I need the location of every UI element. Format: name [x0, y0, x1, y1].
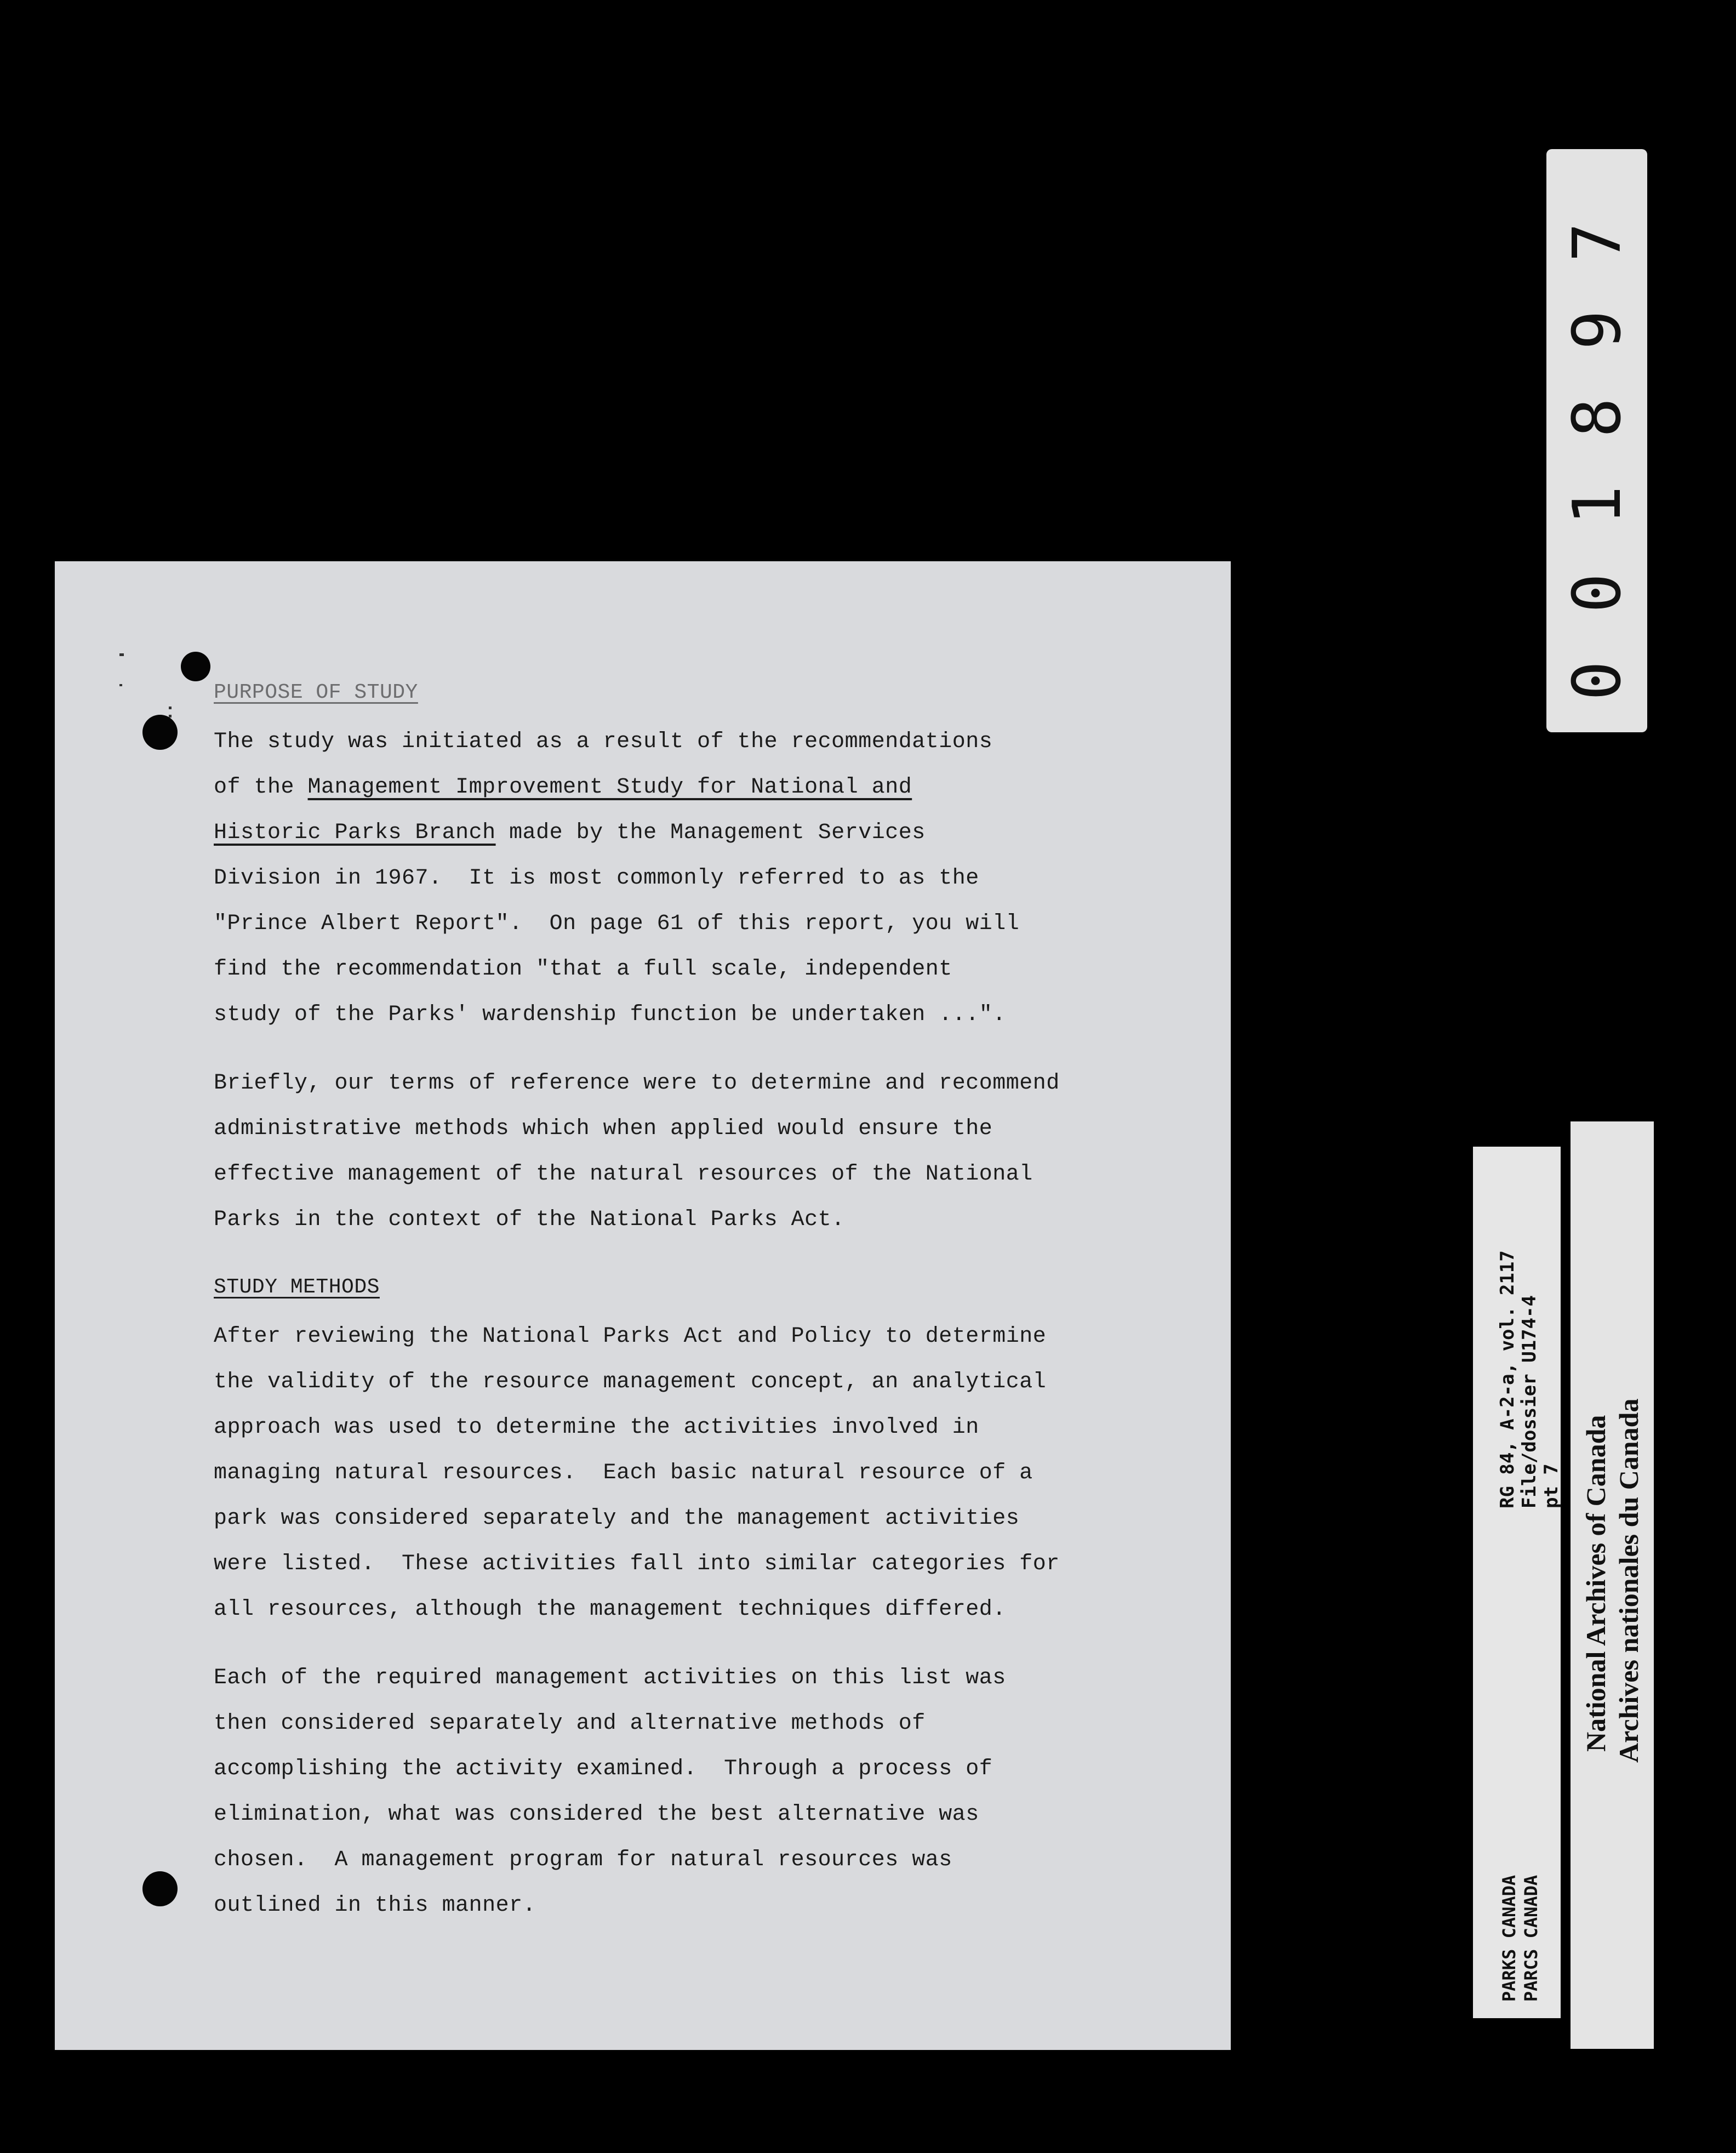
punch-hole-top [142, 715, 178, 750]
paragraph-purpose-2: Briefly, our terms of reference were to determine and recommend administrative methods which when applied would ensure the effective management of the natural resources of the National Parks in the context of the National Parks Act. [214, 1071, 1060, 1232]
paragraph-methods-2: Each of the required management activities on this list was then considered separately and alternative methods of accomplishing the activity examined. Through a process of elimination, what was considered the best alternative was chosen. A management program for natural resources was outlined in this manner. [214, 1666, 1006, 1918]
paper-mark [169, 715, 172, 717]
archival-reference-label [1473, 1147, 1561, 2018]
document-body [214, 671, 1145, 1951]
section-heading-methods: STUDY METHODS [214, 1275, 380, 1299]
institution-name-en: National Archives of Canada [1580, 1415, 1611, 1752]
paper-mark [119, 653, 124, 656]
institution-label [1571, 1121, 1654, 2049]
reference-line: pt 7 [1540, 1463, 1562, 1508]
frame-digit: 9 [1560, 310, 1636, 350]
frame-number-strip [1546, 149, 1647, 732]
paragraph-purpose-1 [214, 719, 1145, 1038]
reference-line: RG 84, A-2-a, vol. 2117 [1497, 1250, 1518, 1508]
punch-hole-bottom [142, 1871, 178, 1906]
paper-mark [119, 684, 122, 686]
frame-digit: 7 [1560, 222, 1636, 263]
reference-line: File/dossier U174-4 [1518, 1295, 1540, 1508]
agency-line: PARCS CANADA [1521, 1875, 1541, 2002]
institution-name-fr: Archives nationales du Canada [1613, 1398, 1644, 1763]
document-page [55, 561, 1231, 2050]
punch-hole-small [181, 652, 210, 681]
paragraph-text: made by the Management Services Division in 1967. It is most commonly referred to as the "Prince Albert Report". On page 61 of this report, you will find the recommendation "that a full scale, independent study of the Parks' wardenship function be undertaken ...". [214, 821, 1020, 1027]
underlined-study-title: Management Improvement Study for National and [307, 775, 912, 800]
frame-digit: 1 [1560, 485, 1636, 526]
frame-digit: 0 [1560, 573, 1636, 613]
frame-digit: 8 [1560, 397, 1636, 438]
paper-mark [169, 707, 172, 709]
frame-digit: 0 [1560, 660, 1636, 701]
agency-line: PARKS CANADA [1499, 1875, 1520, 2002]
paragraph-methods-1: After reviewing the National Parks Act and Policy to determine the validity of the resource management concept, an analytical approach was used to determine the activities involved in managing natural resources. Each basic natural resource of a park was considered separately and the management activities were listed. These activities fall into similar categories for all resources, although the management techniques differed. [214, 1324, 1060, 1622]
paragraph-text: The study was initiated as a result of the recommendations of the [214, 730, 993, 800]
section-heading-purpose: PURPOSE OF STUDY [214, 681, 418, 704]
underlined-branch-title: Historic Parks Branch [214, 821, 496, 845]
